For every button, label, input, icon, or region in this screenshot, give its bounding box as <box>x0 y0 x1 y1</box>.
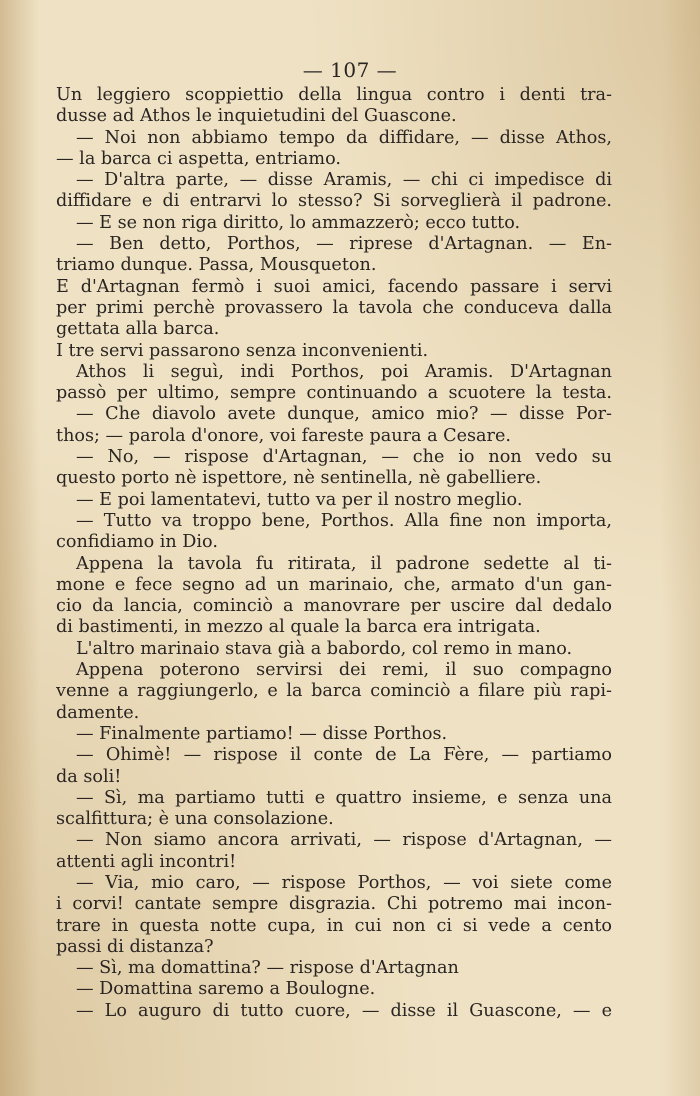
text-line: — Che diavolo avete dunque, amico mio? — disse Por- <box>76 404 612 425</box>
text-line: da soli! <box>56 766 122 787</box>
text-line: mone e fece segno ad un marinaio, che, armato d'un gan- <box>56 574 612 595</box>
text-line: Un leggiero scoppiettio della lingua contro i denti tra- <box>56 85 612 105</box>
text-line: — D'altra parte, — disse Aramis, — chi ci impedisce di <box>76 170 612 191</box>
text-line: I tre servi passarono senza inconvenienti. <box>56 340 429 361</box>
text-line: venne a raggiungerlo, e la barca cominciò a filare più rapi- <box>56 681 612 702</box>
text-line: i corvi! cantate sempre disgrazia. Chi potremo mai incon- <box>56 894 612 915</box>
text-line: passò per ultimo, sempre continuando a scuotere la testa. <box>56 383 612 404</box>
text-line: per primi perchè provassero la tavola che conduceva dalla <box>56 297 612 318</box>
text-line: damente. <box>56 702 140 723</box>
text-line: trare in questa notte cupa, in cui non ci si vede a cento <box>56 915 612 936</box>
text-line: E d'Artagnan fermò i suoi amici, facendo passare i servi <box>56 276 612 297</box>
text-line: — No, — rispose d'Artagnan, — che io non vedo su <box>76 447 612 468</box>
text-line: — E poi lamentatevi, tutto va per il nostro meglio. <box>76 489 523 510</box>
page-number: — 107 — <box>302 58 398 82</box>
text-line: diffidare e di entrarvi lo stesso? Si sorveglierà il padrone. <box>56 191 612 212</box>
text-line: triamo dunque. Passa, Mousqueton. <box>56 255 377 276</box>
text-line: confidiamo in Dio. <box>56 532 218 553</box>
text-line: dusse ad Athos le inquietudini del Guascone. <box>56 106 457 127</box>
text-line: Athos li seguì, indi Porthos, poi Aramis. D'Artagnan <box>76 361 612 382</box>
text-line: scalfittura; è una consolazione. <box>56 809 334 830</box>
text-line: passi di distanza? <box>56 936 214 957</box>
text-line: Appena la tavola fu ritirata, il padrone sedette al ti- <box>76 553 612 574</box>
text-line: — Noi non abbiamo tempo da diffidare, — disse Athos, <box>76 127 612 148</box>
text-line: attenti agli incontri! <box>56 851 237 872</box>
text-line: — Domattina saremo a Boulogne. <box>76 979 376 1000</box>
text-line: thos; — parola d'onore, voi fareste paura a Cesare. <box>56 425 511 446</box>
text-line: cio da lancia, cominciò a manovrare per uscire dal dedalo <box>56 596 612 617</box>
text-line: di bastimenti, in mezzo al quale la barca era intrigata. <box>56 617 541 638</box>
text-line: — Tutto va troppo bene, Porthos. Alla fine non importa, <box>76 510 612 531</box>
text-line: — la barca ci aspetta, entriamo. <box>56 148 341 169</box>
text-line: — Sì, ma domattina? — rispose d'Artagnan <box>76 958 459 979</box>
text-line: — Ben detto, Porthos, — riprese d'Artagnan. — En- <box>76 234 612 255</box>
text-line: — Ohimè! — rispose il conte de La Fère, — partiamo <box>76 745 612 766</box>
page-text <box>56 85 612 1022</box>
text-line: Appena poterono servirsi dei remi, il suo compagno <box>76 660 612 681</box>
text-line: — E se non riga diritto, lo ammazzerò; ecco tutto. <box>76 212 521 233</box>
text-line: gettata alla barca. <box>56 319 220 340</box>
text-line: — Via, mio caro, — rispose Porthos, — voi siete come <box>76 872 612 893</box>
text-line: — Finalmente partiamo! — disse Porthos. <box>76 723 448 744</box>
text-line: — Lo auguro di tutto cuore, — disse il Guascone, — e <box>76 1000 612 1021</box>
text-line: questo porto nè ispettore, nè sentinella, nè gabelliere. <box>56 468 542 489</box>
text-line: — Non siamo ancora arrivati, — rispose d'Artagnan, — <box>76 830 612 851</box>
text-line: L'altro marinaio stava già a babordo, col remo in mano. <box>76 638 573 659</box>
text-line: — Sì, ma partiamo tutti e quattro insieme, e senza una <box>76 787 612 808</box>
